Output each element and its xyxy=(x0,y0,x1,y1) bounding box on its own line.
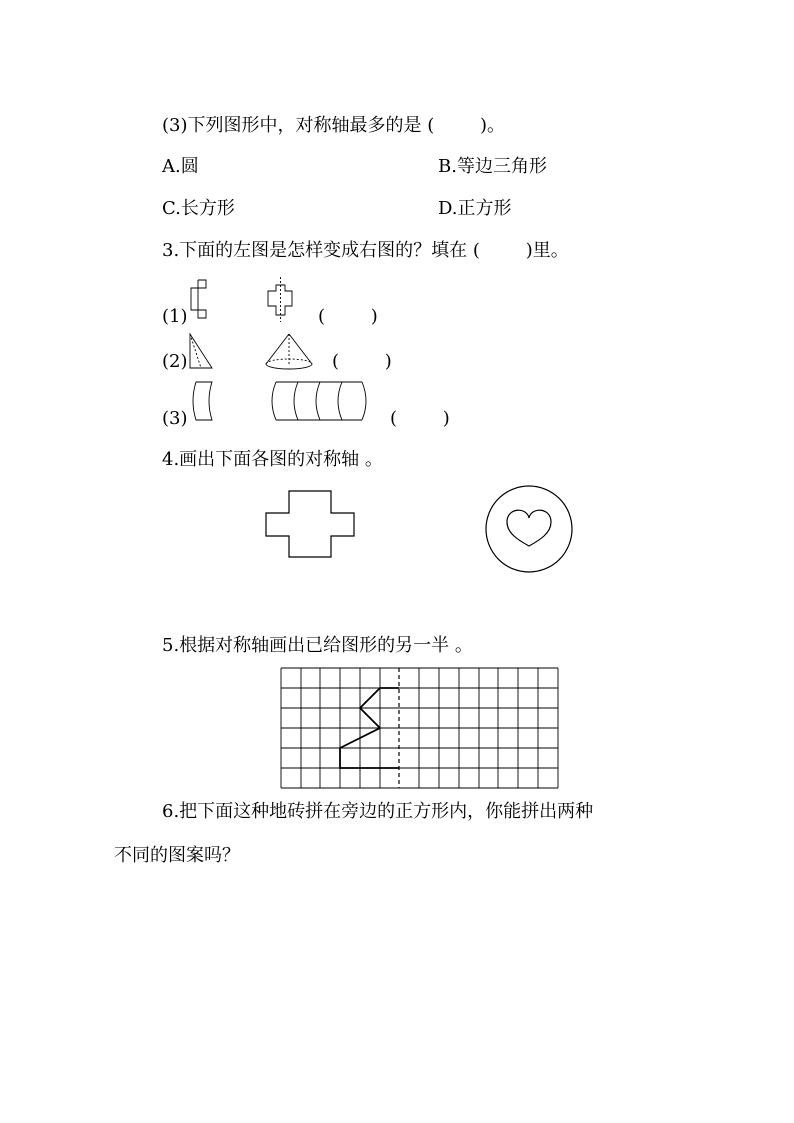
item-1-number: (1) xyxy=(162,306,188,327)
cone-figure xyxy=(266,334,312,369)
right-triangle-figure xyxy=(190,334,212,368)
item-3-number: (3) xyxy=(162,408,188,429)
option-c: C.长方形 xyxy=(162,198,235,219)
curved-row-figure xyxy=(272,382,366,420)
option-d: D.正方形 xyxy=(438,198,512,219)
half-cross-figure xyxy=(191,280,206,318)
question-3-stem: 3.下面的左图是怎样变成右图的？填在 ( )里。 xyxy=(162,240,569,261)
full-cross-figure xyxy=(268,277,292,322)
option-a: A.圆 xyxy=(162,156,199,177)
circle-heart-figure xyxy=(486,486,572,572)
question-6-line-2: 不同的图案吗？ xyxy=(114,845,240,866)
question-2-3-stem: (3)下列图形中，对称轴最多的是 ( )。 xyxy=(162,115,506,136)
symmetry-grid xyxy=(281,668,558,788)
question-6-line-1: 6.把下面这种地砖拼在旁边的正方形内，你能拼出两种 xyxy=(162,801,594,822)
option-b: B.等边三角形 xyxy=(438,156,547,177)
item-2-number: (2) xyxy=(162,351,188,372)
item-2-answer-blank[interactable]: ( ) xyxy=(332,351,392,372)
cross-shape-figure xyxy=(266,491,354,557)
item-3-answer-blank[interactable]: ( ) xyxy=(390,408,450,429)
curved-segment-figure xyxy=(193,382,212,420)
question-5-stem: 5.根据对称轴画出已给图形的另一半 。 xyxy=(162,635,473,656)
question-4-stem: 4.画出下面各图的对称轴 。 xyxy=(162,449,383,470)
item-1-answer-blank[interactable]: ( ) xyxy=(318,306,378,327)
